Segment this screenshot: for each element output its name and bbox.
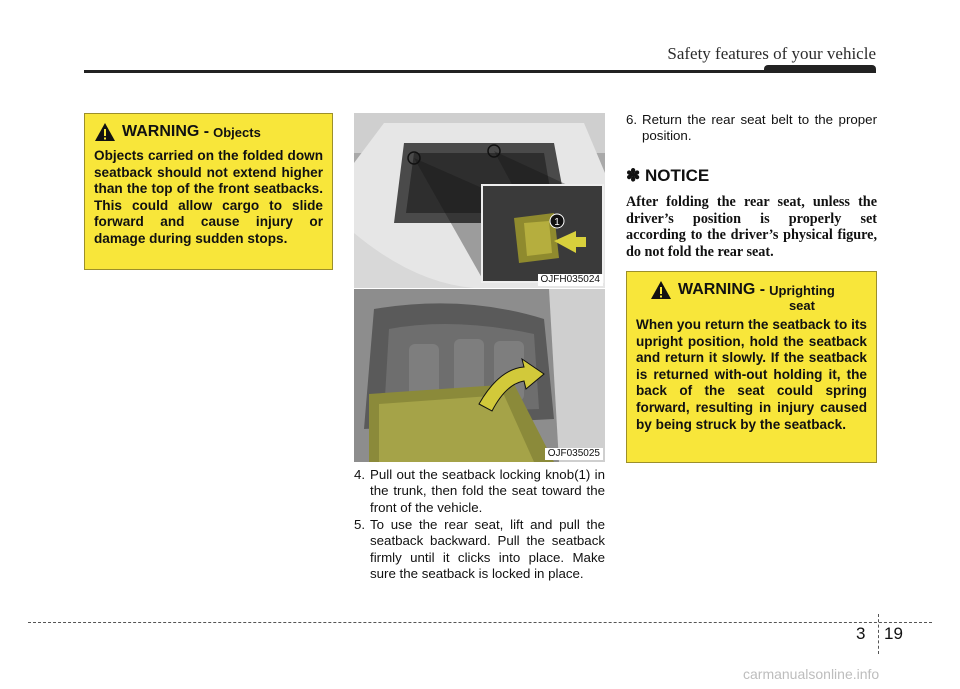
warning-subtitle: Objects: [213, 125, 261, 140]
step-number: 5.: [354, 517, 366, 532]
footer-rule: [28, 622, 932, 623]
step-4: [354, 467, 605, 516]
warning-body: When you return the seatback to its upright position, hold the seatback and return it slowly. If the seatback is returned with-out holding it, the back of the seat could spring forward, resulting in injury caused by being struck by the seatback.: [636, 317, 867, 432]
warning-header: [94, 122, 323, 142]
step-6: [626, 112, 877, 145]
page-number: 19: [884, 624, 903, 643]
callout-number: 1: [554, 217, 560, 228]
warning-body: Objects carried on the folded down seatback should not extend higher than the top of the front seatbacks. This could allow cargo to slide forward and cause injury or damage during sudden stops.: [94, 148, 323, 246]
rear-seat-illustration: [354, 289, 605, 462]
notice-body: After folding the rear seat, unless the driver’s position is properly set according to the driver’s physical figure, do not fold the rear seat.: [626, 194, 877, 260]
warning-title: WARNING -: [678, 281, 766, 298]
footer-divider: [878, 614, 879, 654]
chapter-number: 3: [856, 624, 866, 643]
trunk-illustration: [354, 113, 605, 288]
warning-header: [636, 280, 867, 313]
running-header: Safety features of your vehicle: [667, 44, 876, 63]
warning-subtitle-line2: seat: [788, 298, 815, 313]
step-5: [354, 517, 605, 583]
warning-subtitle: Uprighting: [769, 283, 835, 298]
warning-box-objects: [84, 113, 333, 270]
step-text: To use the rear seat, lift and pull the seatback backward. Pull the seatback firmly until it clicks into place. Make sure the seatback is locked in place.: [370, 517, 605, 582]
step-text: Return the rear seat belt to the proper position.: [642, 112, 877, 144]
figure-trunk-knob: [354, 113, 605, 288]
warning-triangle-icon: [650, 280, 672, 300]
step-number: 6.: [626, 112, 638, 127]
warning-title: WARNING -: [122, 123, 210, 140]
watermark: carmanualsonline.info: [743, 666, 880, 682]
step-text: Pull out the seatback locking knob(1) in the trunk, then fold the seat toward the front of the vehicle.: [370, 467, 605, 515]
figure-code: OJF035025: [545, 448, 603, 460]
warning-triangle-icon: [94, 122, 116, 142]
notice-title: ✽ NOTICE: [626, 166, 710, 185]
header-rule-tab: [764, 65, 876, 73]
figure-code: OJFH035024: [538, 274, 603, 286]
step-number: 4.: [354, 467, 366, 482]
warning-box-upright-seat: [626, 271, 877, 463]
figure-rear-seat: [354, 289, 605, 462]
header-rule: [84, 70, 876, 73]
